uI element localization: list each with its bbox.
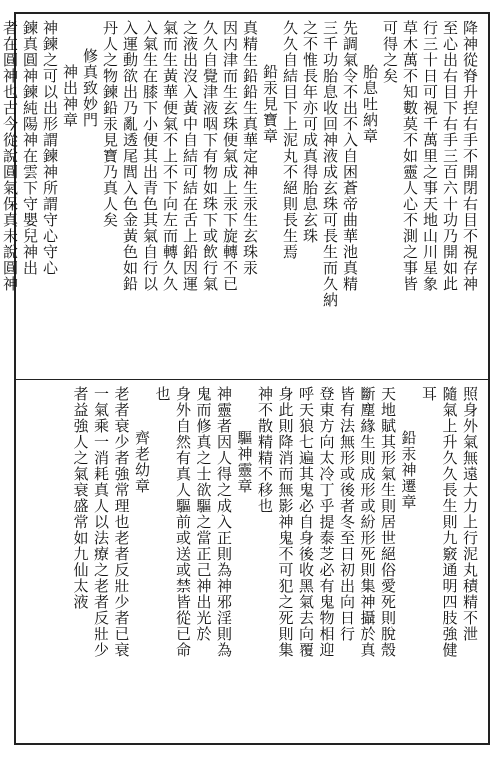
text-column: 神鍊之可以出形謂鍊神所謂守心守心 [40, 20, 60, 373]
chapter-title: 驅神靈章 [234, 386, 255, 781]
text-column: 耳 [419, 386, 440, 738]
text-column: 可得之矣 [380, 20, 400, 373]
chapter-title: 神出神章 [60, 20, 80, 417]
text-column: 身外自然有真人驅前或送或禁皆從已命 [173, 386, 194, 738]
chapter-title: 修真致妙門 [80, 20, 100, 401]
text-column: 降神從脊升揑右手不開閉右目不視存神 [460, 20, 480, 373]
text-column: 真精生鉛鉛生真華定神生汞生玄珠汞 [240, 20, 260, 373]
upper-register [16, 14, 488, 379]
text-column: 斷塵緣生則成形或紛形死則集神攝於真 [357, 386, 378, 738]
text-column: 老者衰少者強常理也老者反壯少者已衰 [111, 386, 132, 738]
text-column: 入氣生在膝下小便其出青色其氣自行以 [140, 20, 160, 373]
chapter-title: 鉛汞神遷章 [398, 386, 419, 781]
text-column: 丹人之物鍊鉛汞見寶乃真人矣 [100, 20, 120, 373]
text-column: 呼天狼七遍其鬼必自身後收黑氣去向覆 [296, 386, 317, 738]
text-column: 皆有法無形或後者冬至日初出向日行 [337, 386, 358, 738]
scripture-page [14, 12, 490, 745]
text-column: 行三十日可視千萬里之事天地山川星象 [420, 20, 440, 373]
text-column: 入運動欲出乃亂透尾閭入色金黃色如鉛 [120, 20, 140, 373]
text-column: 草木萬不知數莫不如靈人心不測之事皆 [400, 20, 420, 373]
text-column: 之液出沒入黃中自結可結在舌上鉛因運 [180, 20, 200, 373]
text-column: 天地賦其形氣生則居世絕俗愛死則脫殼 [378, 386, 399, 738]
chapter-title: 鉛汞見寶章 [260, 20, 280, 417]
text-column: 氣而生黃華便氣不上不下向左而轉久久 [160, 20, 180, 373]
text-column: 神不散精精不移也 [255, 386, 276, 738]
text-column: 身此則降消而無影神鬼不可犯之死則集 [275, 386, 296, 738]
chapter-title: 胎息吐納章 [360, 20, 380, 417]
text-column: 者益強人之氣衰盛常如九仙太液 [70, 386, 91, 738]
text-column: 久久自結目下上泥丸不絕則長生焉 [280, 20, 300, 373]
text-column: 照身外氣無遠大力上行泥丸積精不泄 [460, 386, 481, 738]
text-column: 鬼而修真之士欲驅之當正己神出光於 [193, 386, 214, 738]
text-column: 神靈者因人得之成入正則為神邪淫則為 [214, 386, 235, 738]
text-column: 也 [152, 386, 173, 738]
text-column: 之不惟長年亦可成真得胎息玄珠 [300, 20, 320, 373]
text-column: 久久自覺津液咽下有物如珠下或飲行氣 [200, 20, 220, 373]
text-column: 三千功胎息收回神液成玄珠可長生而久納 [320, 20, 340, 373]
text-column: 者在圓神也古今從說圓氣保真未說圓神 [0, 20, 20, 373]
text-column: 先調氣令不出不入自困蒼帝曲華池真精 [340, 20, 360, 373]
text-column: 至心出右目下右手三百六十功乃開如此 [440, 20, 460, 373]
text-column: 因内津而生玄珠便氣成上汞下旋轉不已 [220, 20, 240, 373]
text-column: 鍊真圓神鍊純陽神在雲下守嬰兒神出 [20, 20, 40, 373]
lower-register [16, 379, 488, 744]
text-column: 隨氣上升久久長生則九竅通明四肢強健 [439, 386, 460, 738]
text-column: 登東方向太冷丁乎提泰芝必有鬼物相迎 [316, 386, 337, 738]
text-column: 一氣乘一消耗真人以法療之老者反壯少 [91, 386, 112, 738]
chapter-title: 齊老幼章 [132, 386, 153, 781]
